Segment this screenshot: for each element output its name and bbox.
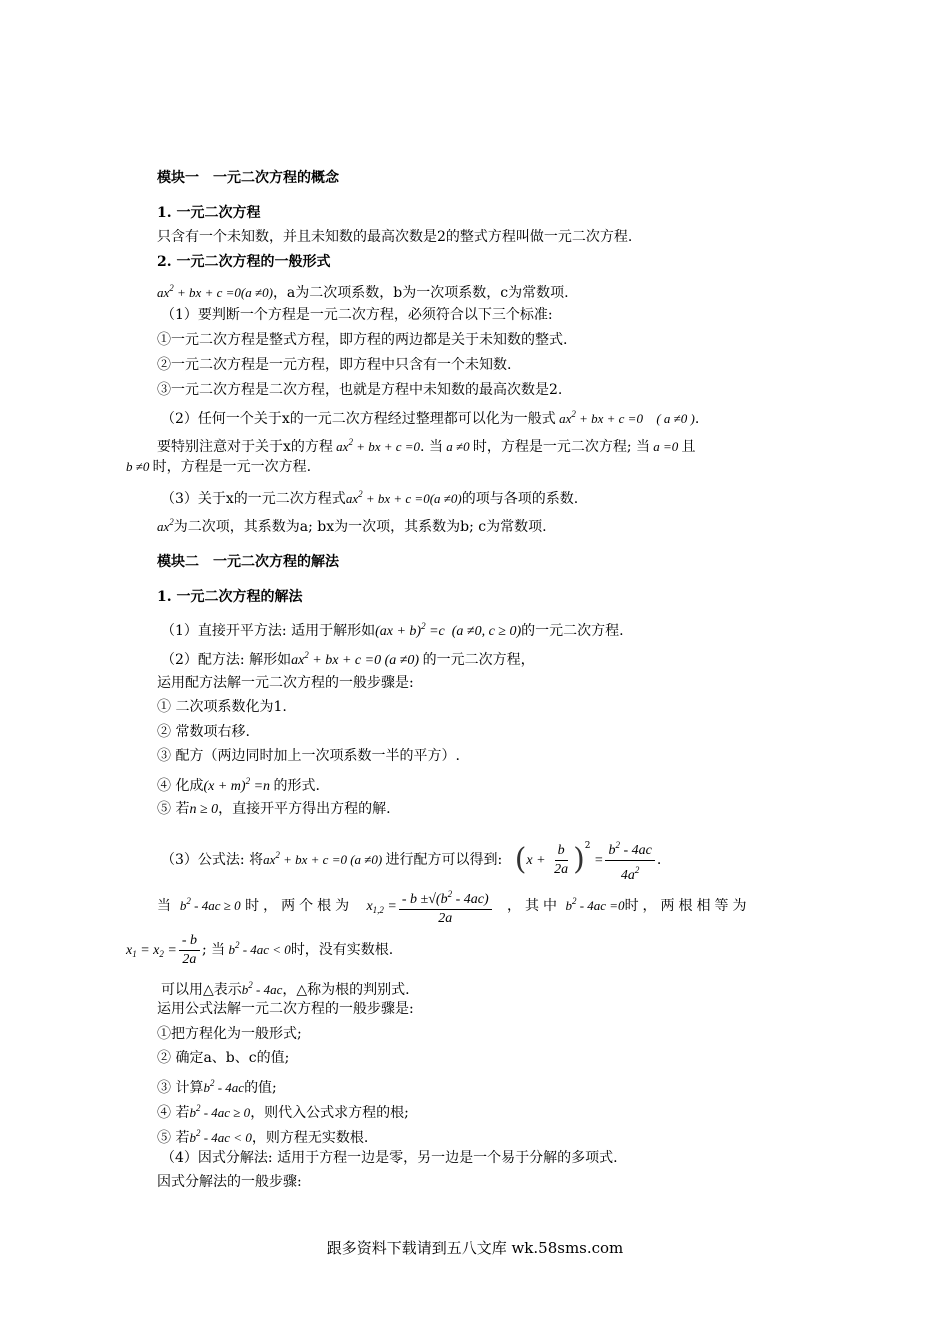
method2-step5-a: ⑤ 若	[157, 801, 190, 817]
general-form-note-equation: $ax^2$ + bx + c =0	[555, 409, 643, 426]
terms-equation: $ax^2$ + bx + c =0(a ≠0)	[345, 489, 462, 506]
method3-step3	[157, 1073, 277, 1098]
criteria-intro: （1）要判断一个方程是一元二次方程，必须符合以下三个标准:	[161, 307, 553, 323]
method2-step5	[157, 799, 391, 820]
discriminant-text-b: ，△称为根的判别式.	[282, 982, 410, 998]
general-form-note-text: （2）任何一个关于x的一元二次方程经过整理都可以化为一般式	[161, 411, 556, 427]
method3-step1: ①把方程化为一般形式;	[157, 1026, 302, 1042]
method1-text-b: 的一元二次方程.	[521, 623, 624, 639]
special-note-cond-2: a =0	[650, 439, 682, 454]
method3-equation: $ax^2$ + bx + c =0 (a ≠0)	[263, 850, 386, 867]
method3-step3-expression: $b^2 - 4ac$	[203, 1078, 245, 1095]
general-form-note-condition: ( a ≠0 )	[656, 411, 695, 426]
method3-step3-a: ③ 计算	[157, 1080, 204, 1096]
method3-text-a: （3）公式法: 将	[161, 852, 264, 868]
roots-text-e: ; 当	[202, 942, 226, 958]
general-form-line	[157, 278, 569, 303]
roots-text-c: ，其中	[506, 898, 561, 914]
no-root-condition: $b^2 - 4ac < 0$	[225, 940, 291, 957]
method2-step4-a: ④ 化成	[157, 778, 204, 794]
method3-step4-b: ，则代入公式求方程的根;	[250, 1105, 409, 1121]
criterion-3: ③一元二次方程是二次方程，也就是方程中未知数的最高次数是2.	[157, 382, 563, 398]
double-root-formula: $x_1 = x_2$ = $\frac{- b}{2a}$	[126, 943, 202, 958]
criterion-1: ①一元二次方程是整式方程，即方程的两边都是关于未知数的整式.	[157, 332, 568, 348]
method2-line	[161, 645, 535, 671]
special-note-cond-1: a ≠0	[442, 439, 473, 454]
coefficients-line	[157, 512, 547, 537]
method2-step5-condition: n ≥ 0	[189, 802, 219, 817]
definition-text: 只含有一个未知数，并且未知数的最高次数是2的整式方程叫做一元二次方程.	[157, 229, 633, 245]
method2-step3: ③ 配方（两边同时加上一次项系数一半的平方）.	[157, 748, 460, 764]
method4-steps-title: 因式分解法的一般步骤:	[157, 1174, 302, 1190]
quadratic-term: $ax^2$	[157, 517, 174, 534]
section1-title: 1. 一元二次方程	[157, 205, 261, 221]
special-note-b: . 当	[420, 439, 443, 455]
roots-text-a: 当	[157, 898, 171, 914]
roots-text-d: 时，两根相等为	[624, 898, 751, 914]
terms-text-b: 的项与各项的系数.	[461, 491, 579, 507]
method3-line	[161, 823, 661, 885]
roots-text-b: 时，两个根为	[245, 898, 354, 914]
method3-step3-b: 的值;	[244, 1080, 277, 1096]
completed-square-formula: (x + $\frac{b}{2a}$ )$^2$ = $\frac{b^2 - 4ac}{4a^2}$ .	[515, 852, 662, 868]
method2-text-b: 的一元二次方程，	[422, 652, 535, 668]
discriminant-expression: $b^2 - 4ac$	[241, 980, 283, 997]
method3-step5-b: ，则方程无实数根.	[251, 1130, 369, 1146]
method3-step4-condition: $b^2 - 4ac \ge 0$	[189, 1103, 251, 1120]
method3-steps-title: 运用公式法解一元二次方程的一般步骤是:	[157, 1001, 414, 1017]
special-note-d: 且	[681, 439, 696, 455]
method2-step4-b: 的形式.	[273, 778, 320, 794]
roots-line2	[126, 922, 393, 977]
footer-link-text[interactable]: 跟多资料下载请到五八文库 wk.58sms.com	[326, 1239, 624, 1257]
coefficients-text: 为二次项，其系数为a; bx为一次项，其系数为b; c为常数项.	[173, 519, 547, 535]
roots-condition: $b^2 - 4ac \ge 0$	[179, 896, 241, 913]
method1-equation: (ax + b)$^2$ =c (a ≠0, c ≥ 0)	[375, 621, 522, 639]
method3-step4	[157, 1098, 409, 1123]
method3-text-b: 进行配方可以得到:	[385, 852, 503, 868]
roots-text-f: 时，没有实数根.	[290, 942, 394, 958]
general-form-note: （2）任何一个关于x的一元二次方程经过整理都可以化为一般式 $ax^2$ + bx + c =0 ( a ≠0 ).	[161, 409, 700, 427]
method2-steps-title: 运用配方法解一元二次方程的一般步骤是:	[157, 675, 414, 691]
special-note-line2	[126, 457, 311, 477]
section2-title: 2. 一元二次方程的一般形式	[157, 254, 331, 270]
method3-step2: ② 确定a、b、c的值;	[157, 1050, 290, 1066]
special-note-a: 要特别注意对于关于x的方程	[157, 439, 333, 455]
discriminant-text-a: 可以用△表示	[161, 982, 242, 998]
solving-methods-title: 1. 一元二次方程的解法	[157, 589, 303, 605]
special-note-line1	[157, 432, 696, 457]
module2-title: 模块二 一元二次方程的解法	[157, 554, 339, 570]
general-form-text: ，a为二次项系数，b为一次项系数，c为常数项.	[272, 285, 569, 301]
method2-equation: $ax^2$ + bx + c =0 (a ≠0)	[291, 650, 423, 668]
method3-step5	[157, 1123, 368, 1148]
double-root-condition: $b^2 - 4ac =0$	[565, 896, 625, 913]
method1-line	[161, 616, 624, 642]
method2-step1: ① 二次项系数化为1.	[157, 699, 287, 715]
method3-step5-condition: $b^2 - 4ac < 0$	[189, 1128, 252, 1145]
method3-step4-a: ④ 若	[157, 1105, 190, 1121]
special-note-cond-3: b ≠0	[126, 459, 153, 474]
quadratic-formula: $x_{1,2}$ = $\frac{- b \pm√(b^2 - 4ac)}{2a}$	[366, 899, 493, 914]
special-note-equation: $ax^2$ + bx + c =0	[332, 437, 421, 454]
method2-step4	[157, 771, 320, 797]
module1-title: 模块一 一元二次方程的概念	[157, 170, 339, 186]
method2-step2: ② 常数项右移.	[157, 724, 250, 740]
method3-step5-a: ⑤ 若	[157, 1130, 190, 1146]
discriminant-line	[161, 975, 410, 1000]
special-note-c: 时，方程是一元二次方程; 当	[472, 439, 651, 455]
method4-line: （4）因式分解法: 适用于方程一边是零，另一边是一个易于分解的多项式.	[161, 1150, 618, 1166]
method2-step4-equation: $(x + m)^2 =n$	[203, 776, 274, 794]
terms-text-a: （3）关于x的一元二次方程式	[161, 491, 346, 507]
method2-step5-b: ，直接开平方得出方程的解.	[218, 801, 391, 817]
general-form-equation: $ax^2$ + bx + c =0(a ≠0)	[157, 283, 273, 300]
criterion-2: ②一元二次方程是一元方程，即方程中只含有一个未知数.	[157, 357, 512, 373]
method2-text-a: （2）配方法: 解形如	[161, 652, 292, 668]
terms-line	[161, 484, 578, 509]
special-note-e: 时，方程是一元一次方程.	[152, 459, 312, 475]
method1-text-a: （1）直接开平方法: 适用于解形如	[161, 623, 376, 639]
